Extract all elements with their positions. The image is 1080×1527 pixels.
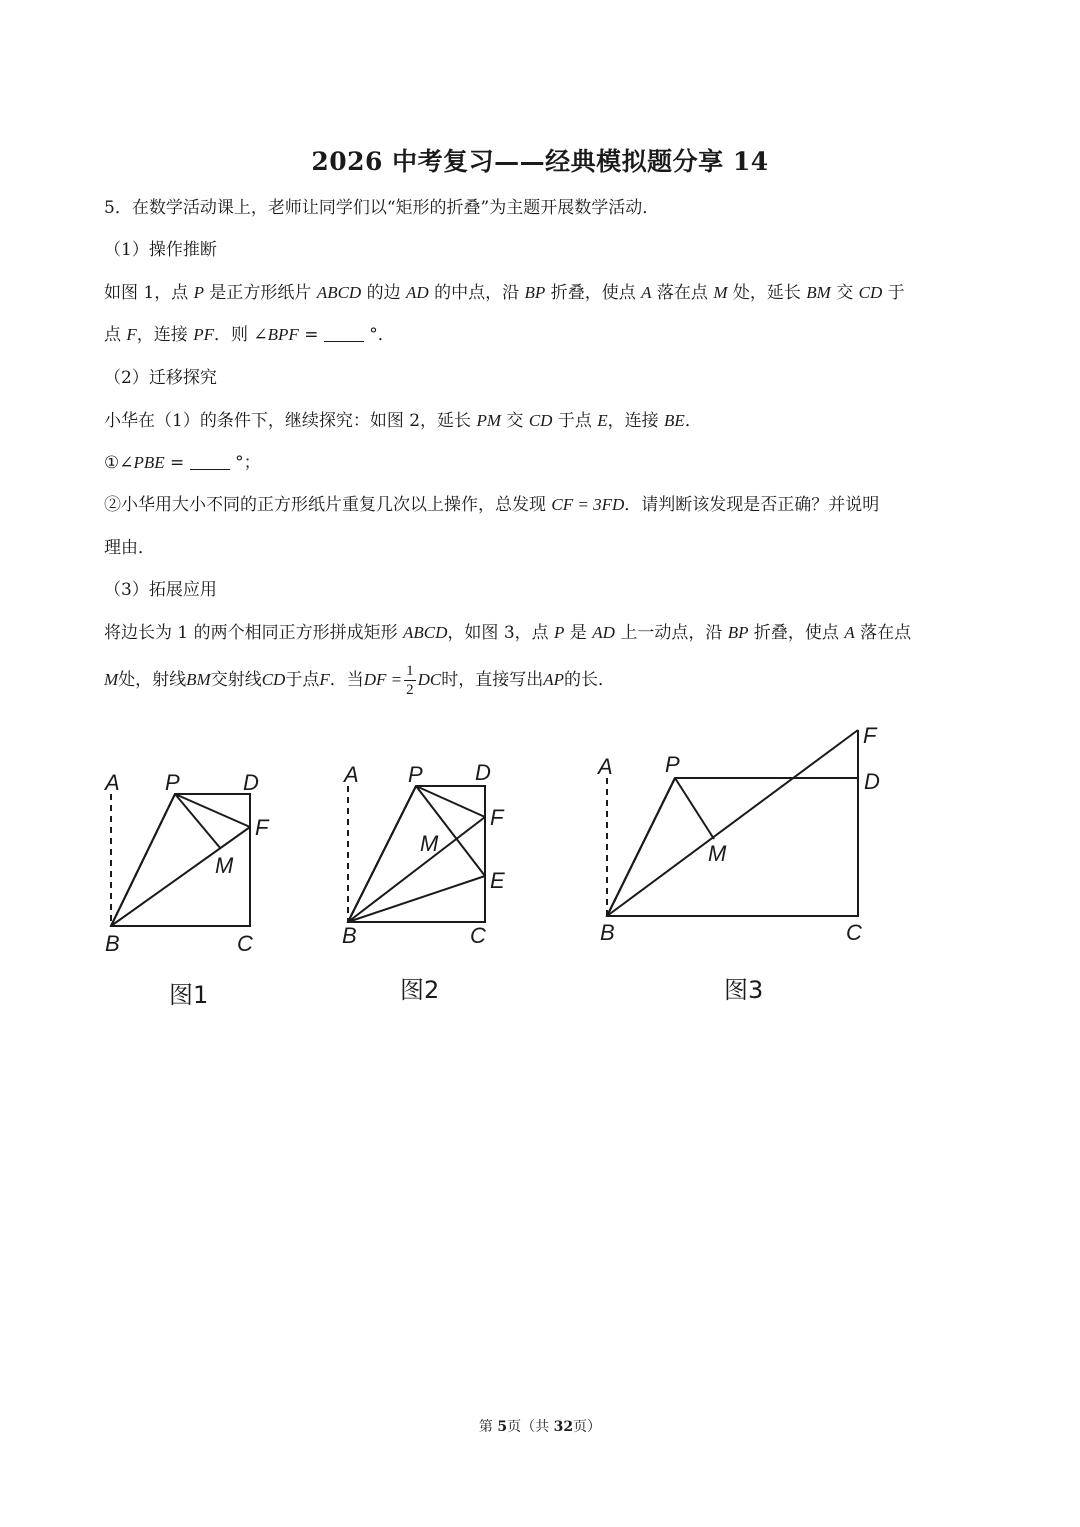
fig3-label-D: D bbox=[864, 769, 880, 794]
fig2-label-D: D bbox=[475, 760, 491, 785]
part3-line2: M 处，射线 BM 交射线 CD 于点 F ．当 DF = $\frac{1}{2}$ DC 时，直接写出 AP 的长． bbox=[104, 662, 616, 698]
fig3-label-A: A bbox=[598, 754, 613, 779]
part2-question2-line1: ②小华用大小不同的正方形纸片重复几次以上操作，总发现 CF = 3FD．请判断该发现是否正确？并说明 bbox=[104, 495, 880, 515]
figure-3 bbox=[590, 715, 900, 950]
fig1-label-P: P bbox=[165, 770, 180, 795]
figure-2 bbox=[332, 755, 522, 955]
part2-heading: （2）迁移探究 bbox=[104, 368, 217, 388]
fig2-label-M: M bbox=[420, 831, 439, 856]
fig3-label-F: F bbox=[863, 723, 877, 748]
figure-1 bbox=[95, 760, 285, 960]
problem-intro: 5．在数学活动课上，老师让同学们以“矩形的折叠”为主题开展数学活动． bbox=[104, 198, 660, 218]
fig1-label-F: F bbox=[255, 815, 269, 840]
page-footer: 第 5页（共 32页） bbox=[478, 1419, 602, 1435]
fig3-outline bbox=[607, 778, 858, 916]
part3-line1: 将边长为 1 的两个相同正方形拼成矩形 ABCD，如图 3，点 P 是 AD 上一动点，沿 BP 折叠，使点 A 落在点 bbox=[104, 623, 912, 643]
fig2-outline bbox=[348, 786, 485, 922]
fig2-label-F: F bbox=[490, 805, 504, 830]
fraction-one-half: $\frac{1}{2}$ bbox=[406, 662, 414, 698]
fig1-label-B: B bbox=[105, 931, 120, 956]
part1-heading: （1）操作推断 bbox=[104, 240, 217, 260]
fig2-label-B: B bbox=[342, 923, 357, 948]
figure-3-caption: 图3 bbox=[724, 976, 764, 1004]
part2-question1: ①∠PBE = °； bbox=[104, 453, 261, 473]
fig3-label-P: P bbox=[665, 752, 680, 777]
figure-2-caption: 图2 bbox=[400, 976, 440, 1004]
fig3-label-C: C bbox=[846, 920, 862, 945]
page-title: 2026 中考复习——经典模拟题分享 14 bbox=[311, 147, 769, 176]
fig2-label-C: C bbox=[470, 923, 486, 948]
fig2-label-P: P bbox=[408, 762, 423, 787]
fig1-label-A: A bbox=[105, 770, 120, 795]
fig1-label-M: M bbox=[215, 853, 234, 878]
answer-blank bbox=[190, 453, 230, 470]
part2-line1: 小华在（1）的条件下，继续探究：如图 2，延长 PM 交 CD 于点 E，连接 BE． bbox=[104, 411, 702, 431]
part3-heading: （3）拓展应用 bbox=[104, 580, 217, 600]
fig3-label-M: M bbox=[708, 841, 727, 866]
fig3-label-B: B bbox=[600, 920, 615, 945]
fig1-label-C: C bbox=[237, 931, 253, 956]
part1-line1: 如图 1，点 P 是正方形纸片 ABCD 的边 AD 的中点，沿 BP 折叠，使点 A 落在点 M 处，延长 BM 交 CD 于 bbox=[104, 283, 905, 303]
fig2-label-E: E bbox=[490, 868, 505, 893]
fig1-label-D: D bbox=[243, 770, 259, 795]
fig2-label-A: A bbox=[344, 762, 359, 787]
part2-question2-line2: 理由． bbox=[104, 538, 155, 558]
part1-line2: 点 F，连接 PF．则 ∠BPF = °． bbox=[104, 325, 395, 345]
fig3-fold-lines bbox=[607, 730, 858, 916]
figure-1-caption: 图1 bbox=[169, 981, 209, 1009]
answer-blank bbox=[324, 325, 364, 342]
fig2-fold-lines bbox=[348, 786, 485, 922]
